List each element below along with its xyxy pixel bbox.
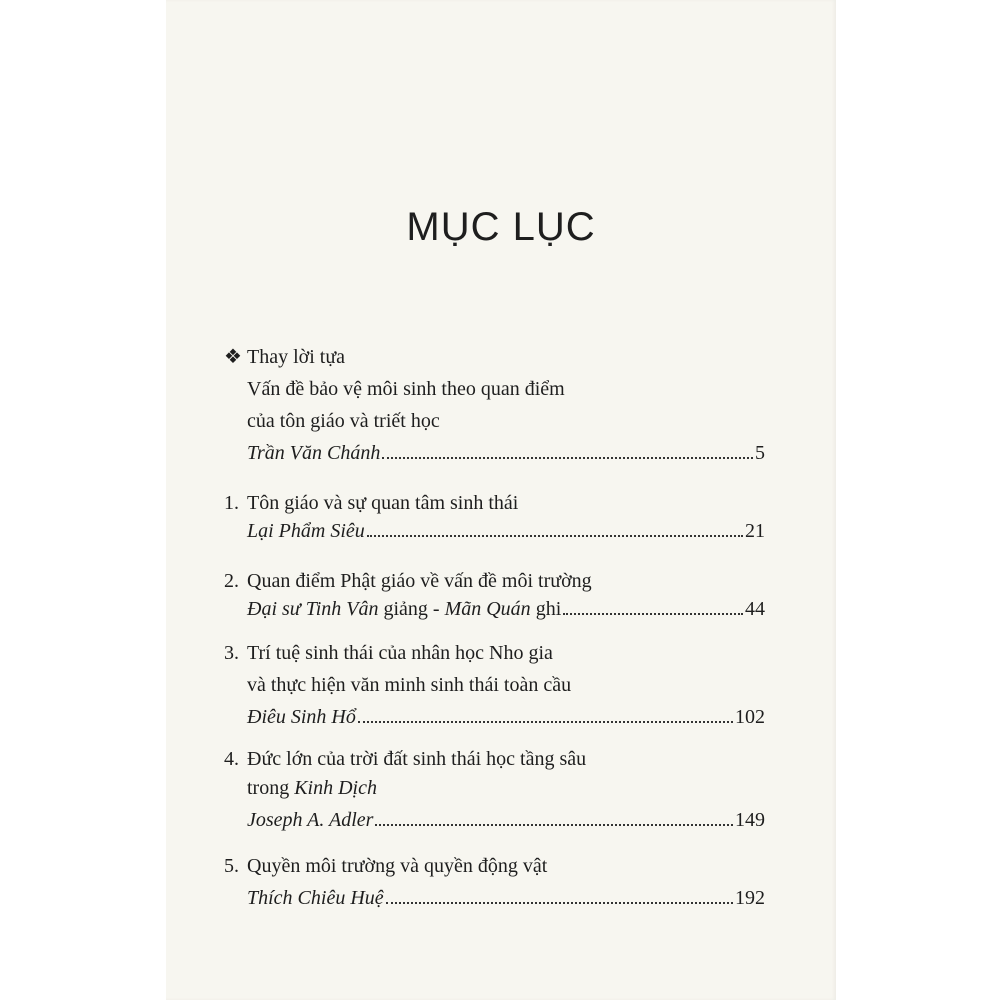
toc-entry-author-line[interactable] xyxy=(247,884,765,912)
toc-entry-title-line[interactable]: Tôn giáo và sự quan tâm sinh thái xyxy=(247,492,519,514)
toc-entry-number: 5. xyxy=(224,855,239,877)
toc-entry-number: 4. xyxy=(224,748,239,770)
toc-entry-title-line[interactable]: Trí tuệ sinh thái của nhân học Nho gia xyxy=(247,642,553,664)
toc-entry-title-italic: Kinh Dịch xyxy=(294,777,377,799)
dot-leader xyxy=(382,457,753,459)
dot-leader xyxy=(386,902,733,904)
toc-entry-page-number: 5 xyxy=(755,442,765,464)
toc-entry-author: Thích Chiêu Huệ xyxy=(247,887,384,909)
toc-entry-author: Lại Phẩm Siêu xyxy=(247,520,365,542)
toc-entry-number: 3. xyxy=(224,642,239,664)
toc-entry-title-line[interactable] xyxy=(247,774,765,802)
toc-entry-number: 1. xyxy=(224,492,239,514)
toc-entry-author: Điêu Sinh Hổ xyxy=(247,706,356,728)
toc-entry-page-number: 149 xyxy=(735,809,765,831)
page-title: MỤC LỤC xyxy=(406,205,596,249)
toc-bullet-icon: ❖ xyxy=(224,346,242,368)
toc-entry-title-line[interactable]: của tôn giáo và triết học xyxy=(247,410,440,432)
toc-entry-title-line[interactable]: Vấn đề bảo vệ môi sinh theo quan điểm xyxy=(247,378,565,400)
toc-entry-page-number: 102 xyxy=(735,706,765,728)
toc-entry-author-suffix: ghi xyxy=(530,598,562,620)
toc-entry-title-line[interactable]: Đức lớn của trời đất sinh thái học tầng sâu xyxy=(247,748,587,770)
toc-entry-page-number: 192 xyxy=(735,887,765,909)
book-page xyxy=(166,0,836,1000)
toc-entry-number: 2. xyxy=(224,570,239,592)
toc-entry-author-line[interactable] xyxy=(247,806,765,834)
toc-entry-author-line[interactable] xyxy=(247,439,765,467)
toc-entry-author: Trần Văn Chánh xyxy=(247,442,381,464)
toc-entry-title-line[interactable]: Thay lời tựa xyxy=(247,346,346,368)
toc-entry-title-line[interactable]: và thực hiện văn minh sinh thái toàn cầu xyxy=(247,674,572,696)
dot-leader xyxy=(367,535,743,537)
dot-leader xyxy=(563,613,743,615)
toc-entry-author-line[interactable] xyxy=(247,595,765,623)
table-of-contents xyxy=(166,0,836,1000)
toc-entry-author: Joseph A. Adler xyxy=(247,809,374,831)
dot-leader xyxy=(375,824,733,826)
toc-entry-title-line[interactable]: Quyền môi trường và quyền động vật xyxy=(247,855,548,877)
toc-entry-author-line[interactable] xyxy=(247,517,765,545)
toc-entry-title-line[interactable]: Quan điểm Phật giáo về vấn đề môi trường xyxy=(247,570,592,592)
toc-entry-page-number: 44 xyxy=(745,598,765,620)
toc-entry-title-prefix: trong xyxy=(247,777,295,799)
toc-entry-author: Mãn Quán xyxy=(444,598,531,620)
toc-entry-author-connector: giảng - xyxy=(378,598,445,620)
toc-entry-author: Đại sư Tinh Vân xyxy=(247,598,379,620)
toc-entry-page-number: 21 xyxy=(745,520,765,542)
toc-entry-author-line[interactable] xyxy=(247,703,765,731)
dot-leader xyxy=(358,721,733,723)
